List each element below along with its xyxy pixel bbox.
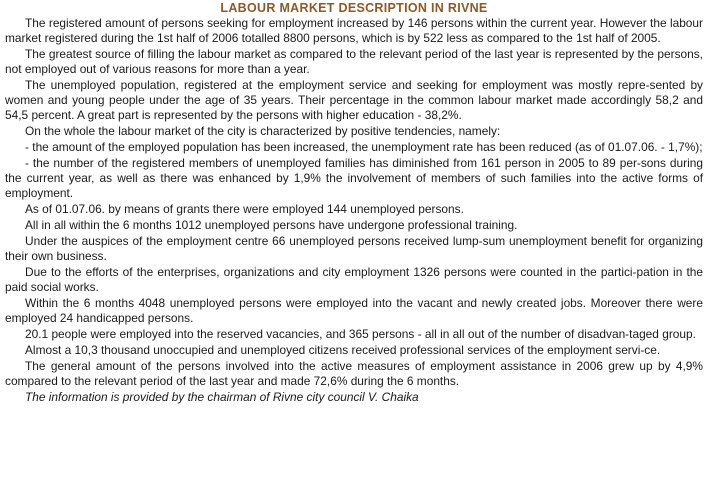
paragraph: 20.1 people were employed into the reserved vacancies, and 365 persons - all in all out of the number of disadvan-taged group. <box>25 327 696 341</box>
paragraph: The general amount of the persons involved into the active measures of employment assistance in 2006 grew up by 4,9% compared to the relevant period of the last year and made 72,6% during the 6 months. <box>5 359 703 388</box>
paragraph: - the amount of the employed population has been increased, the unemployment rate has been reduced (as of 01.07.06. - 1,7%); <box>25 140 703 154</box>
paragraph: - the number of the registered members of unemployed families has diminished from 161 person in 2005 to 89 per-sons during the current year, as well as there was enhanced by 1,9% the involvement of members of such families into the active forms of employment. <box>5 156 703 200</box>
paragraph: Within the 6 months 4048 unemployed persons were employed into the vacant and newly created jobs. Moreover there were employed 24 handicapped persons. <box>5 296 703 325</box>
paragraph: All in all within the 6 months 1012 unemployed persons have undergone professional training. <box>25 218 518 232</box>
paragraph: The greatest source of filling the labour market as compared to the relevant period of the last year is represented by the persons, not employed out of various reasons for more than a year. <box>5 47 703 76</box>
document-title: LABOUR MARKET DESCRIPTION IN RIVNE <box>220 1 488 15</box>
paragraph: Almost a 10,3 thousand unoccupied and unemployed citizens received professional services of the employment servi-ce. <box>25 343 661 357</box>
source-credit: The information is provided by the chairman of Rivne city council V. Chaika <box>25 390 419 404</box>
paragraph: Due to the efforts of the enterprises, organizations and city employment 1326 persons were counted in the partici-pation in the paid social works. <box>5 265 703 294</box>
paragraph: The registered amount of persons seeking for employment increased by 146 persons within the current year. However the labour market registered during the 1st half of 2006 totalled 8800 persons, which is by 522 less as compared to the 1st half of 2005. <box>5 16 703 45</box>
paragraph: On the whole the labour market of the city is characterized by positive tendencies, namely: <box>25 124 501 138</box>
paragraph: The unemployed population, registered at the employment service and seeking for employment was mostly repre-sented by women and young people under the age of 35 years. Their percentage in the common labour market made accordingly 58,2 and 54,5 percent. A great part is represented by the persons with higher education - 38,2%. <box>5 78 703 122</box>
paragraph: Under the auspices of the employment centre 66 unemployed persons received lump-sum unemployment benefit for organizing their own business. <box>5 234 703 263</box>
paragraph: As of 01.07.06. by means of grants there were employed 144 unemployed persons. <box>25 202 464 216</box>
